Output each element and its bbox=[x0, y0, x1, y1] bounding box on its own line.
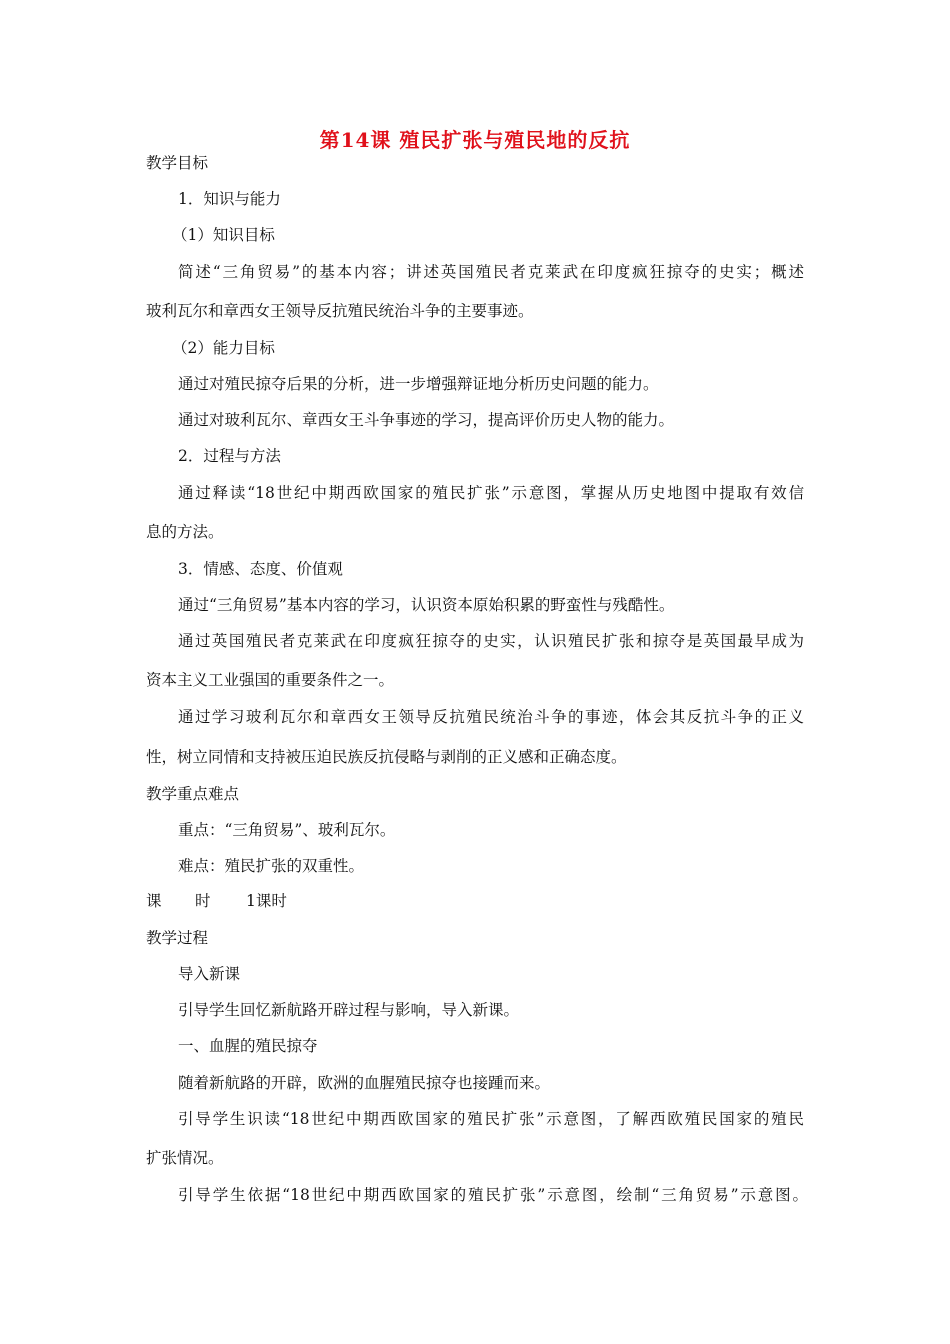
paragraph-line: 随着新航路的开辟，欧洲的血腥殖民掠夺也接踵而来。 bbox=[178, 1074, 551, 1092]
paragraph-line: 通过释读“18世纪中期西欧国家的殖民扩张”示意图，掌握从历史地图中提取有效信 bbox=[178, 484, 804, 502]
paragraph-line: 通过对殖民掠夺后果的分析，进一步增强辩证地分析历史问题的能力。 bbox=[178, 375, 659, 393]
subsection-heading: 1．知识与能力 bbox=[178, 190, 281, 208]
paragraph-line: 引导学生回忆新航路开辟过程与影响，导入新课。 bbox=[178, 1001, 520, 1019]
paragraph-line: 难点：殖民扩张的双重性。 bbox=[178, 857, 365, 875]
paragraph-line: 性，树立同情和支持被压迫民族反抗侵略与剥削的正义感和正确态度。 bbox=[146, 748, 627, 766]
paragraph-line: 引导学生识读“18世纪中期西欧国家的殖民扩张”示意图，了解西欧殖民国家的殖民 bbox=[178, 1110, 804, 1128]
class-hours-label-2: 时 bbox=[195, 892, 211, 910]
class-hours-label-1: 课 bbox=[146, 892, 162, 910]
subsection-heading: 一、血腥的殖民掠夺 bbox=[178, 1037, 318, 1055]
paragraph-line: 通过学习玻利瓦尔和章西女王领导反抗殖民统治斗争的事迹，体会其反抗斗争的正义 bbox=[178, 708, 804, 726]
subsection-heading: 导入新课 bbox=[178, 965, 241, 983]
paragraph-line: 扩张情况。 bbox=[146, 1149, 224, 1167]
class-hours-value: 1课时 bbox=[246, 892, 287, 910]
section-heading: 教学重点难点 bbox=[146, 785, 240, 803]
paragraph-line: 通过“三角贸易”基本内容的学习，认识资本原始积累的野蛮性与残酷性。 bbox=[178, 596, 675, 614]
subsection-heading: 3．情感、态度、价值观 bbox=[178, 560, 343, 578]
lesson-title: 第14课 殖民扩张与殖民地的反抗 bbox=[319, 128, 631, 152]
paragraph-line: 通过对玻利瓦尔、章西女王斗争事迹的学习，提高评价历史人物的能力。 bbox=[178, 411, 675, 429]
paragraph-line: 通过英国殖民者克莱武在印度疯狂掠夺的史实，认识殖民扩张和掠夺是英国最早成为 bbox=[178, 632, 804, 650]
paragraph-line: 息的方法。 bbox=[146, 523, 224, 541]
paragraph-line: 引导学生依据“18世纪中期西欧国家的殖民扩张”示意图，绘制“三角贸易”示意图。 bbox=[178, 1186, 808, 1204]
paragraph-line: 玻利瓦尔和章西女王领导反抗殖民统治斗争的主要事迹。 bbox=[146, 302, 534, 320]
section-heading: 教学目标 bbox=[146, 154, 209, 172]
subsection-heading: （1）知识目标 bbox=[172, 226, 275, 244]
subsection-heading: 2．过程与方法 bbox=[178, 447, 281, 465]
paragraph-line: 重点：“三角贸易”、玻利瓦尔。 bbox=[178, 821, 396, 839]
subsection-heading: （2）能力目标 bbox=[172, 339, 275, 357]
section-heading: 教学过程 bbox=[146, 929, 209, 947]
paragraph-line: 简述“三角贸易”的基本内容；讲述英国殖民者克莱武在印度疯狂掠夺的史实；概述 bbox=[178, 263, 804, 281]
paragraph-line: 资本主义工业强国的重要条件之一。 bbox=[146, 671, 395, 689]
